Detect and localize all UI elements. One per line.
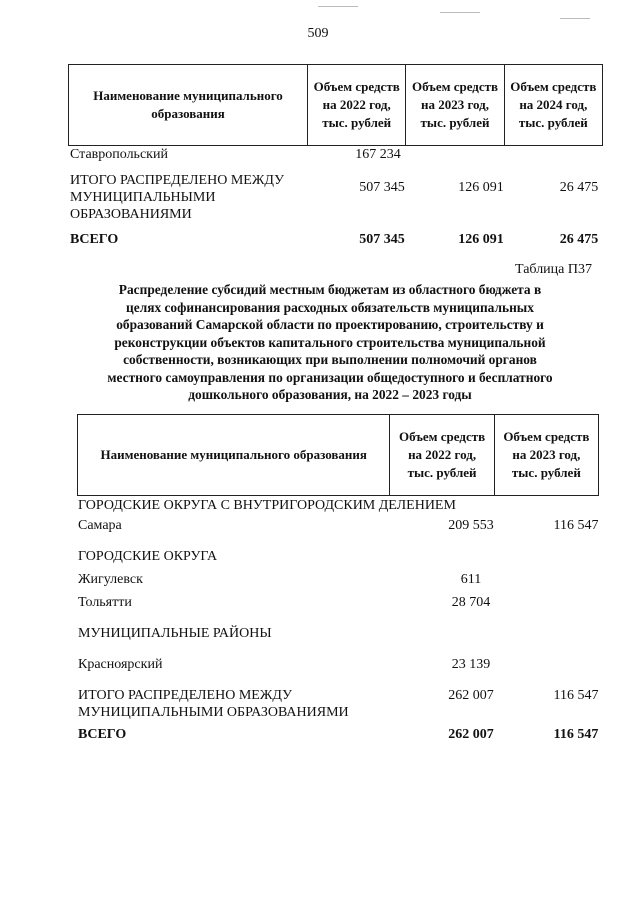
row-name: Самара: [78, 518, 122, 533]
title-line: Распределение субсидий местным бюджетам из областного бюджета в: [118, 282, 542, 297]
value-2022: 23 139: [451, 657, 491, 672]
title-line: собственности, возникающих при выполнении полномочий органов: [123, 352, 537, 367]
table1-header-2023: Объем средств на 2023 год, тыс. рублей: [406, 65, 504, 146]
table1-header-2024: Объем средств на 2024 год, тыс. рублей: [504, 65, 602, 146]
table1-header: [68, 64, 603, 146]
table-row: [78, 548, 598, 568]
row-name: ВСЕГО: [70, 232, 119, 247]
table-row: [78, 571, 598, 591]
table-row: [78, 497, 598, 517]
value-2022: 507 345: [359, 232, 405, 247]
value-2022: 262 007: [448, 727, 494, 742]
row-name: ВСЕГО: [78, 727, 127, 742]
table-row: [78, 517, 598, 537]
section-heading: ГОРОДСКИЕ ОКРУГА С ВНУТРИГОРОДСКИМ ДЕЛЕНИЕМ: [78, 498, 456, 513]
row-name: Тольятти: [78, 595, 132, 610]
table-row: [70, 172, 605, 226]
value-2022: 507 345: [359, 180, 405, 195]
table-row: [78, 656, 598, 676]
table2-header-2022: Объем средств на 2022 год, тыс. рублей: [390, 415, 494, 496]
value-2022: 167 234: [355, 147, 401, 162]
table-label: Таблица П37: [515, 262, 592, 277]
table-title: [70, 281, 590, 404]
value-2024: 26 475: [559, 180, 599, 195]
value-2022: 262 007: [448, 688, 494, 703]
row-name-line: МУНИЦИПАЛЬНЫМИ ОБРАЗОВАНИЯМИ: [78, 705, 349, 720]
table-row: [70, 146, 605, 166]
row-name-line: ОБРАЗОВАНИЯМИ: [70, 207, 192, 222]
table-row: [70, 231, 605, 251]
page-number: 509: [307, 26, 329, 41]
table2-header: [77, 414, 599, 496]
scan-artifact: [440, 12, 480, 13]
table1-header-2022: Объем средств на 2022 год, тыс. рублей: [308, 65, 406, 146]
table-row: [78, 687, 598, 723]
value-2023: 126 091: [458, 180, 504, 195]
table-row: [78, 594, 598, 614]
value-2024: 26 475: [559, 232, 599, 247]
title-line: местного самоуправления по организации общедоступного и бесплатного: [107, 369, 553, 385]
section-heading: МУНИЦИПАЛЬНЫЕ РАЙОНЫ: [78, 626, 272, 641]
table1-header-name: Наименование муниципального образования: [69, 65, 308, 146]
row-name-line: ИТОГО РАСПРЕДЕЛЕНО МЕЖДУ: [70, 173, 284, 188]
value-2022: 209 553: [448, 518, 494, 533]
table2-header-name: Наименование муниципального образования: [78, 415, 390, 496]
title-line: образований Самарской области по проектированию, строительству и: [116, 317, 544, 332]
row-name: Ставропольский: [70, 147, 168, 162]
title-line: реконструкции объектов капитального строительства муниципальной: [114, 334, 546, 350]
value-2023: 116 547: [553, 688, 599, 703]
value-2023: 126 091: [458, 232, 504, 247]
value-2023: 116 547: [553, 518, 599, 533]
row-name: Красноярский: [78, 657, 163, 672]
row-name: Жигулевск: [78, 572, 143, 587]
row-name-line: ИТОГО РАСПРЕДЕЛЕНО МЕЖДУ: [78, 688, 292, 703]
table2-header-2023: Объем средств на 2023 год, тыс. рублей: [494, 415, 598, 496]
value-2022: 611: [460, 572, 482, 587]
value-2022: 28 704: [451, 595, 491, 610]
section-heading: ГОРОДСКИЕ ОКРУГА: [78, 549, 218, 564]
row-name-line: МУНИЦИПАЛЬНЫМИ: [70, 190, 216, 205]
scan-artifact: [318, 6, 358, 7]
table-row: [78, 726, 598, 746]
scan-artifact: [560, 18, 590, 19]
value-2023: 116 547: [553, 727, 599, 742]
title-line: дошкольного образования, на 2022 – 2023 годы: [188, 387, 472, 402]
title-line: целях софинансирования расходных обязательств муниципальных: [126, 299, 534, 315]
table-row: [78, 625, 598, 645]
